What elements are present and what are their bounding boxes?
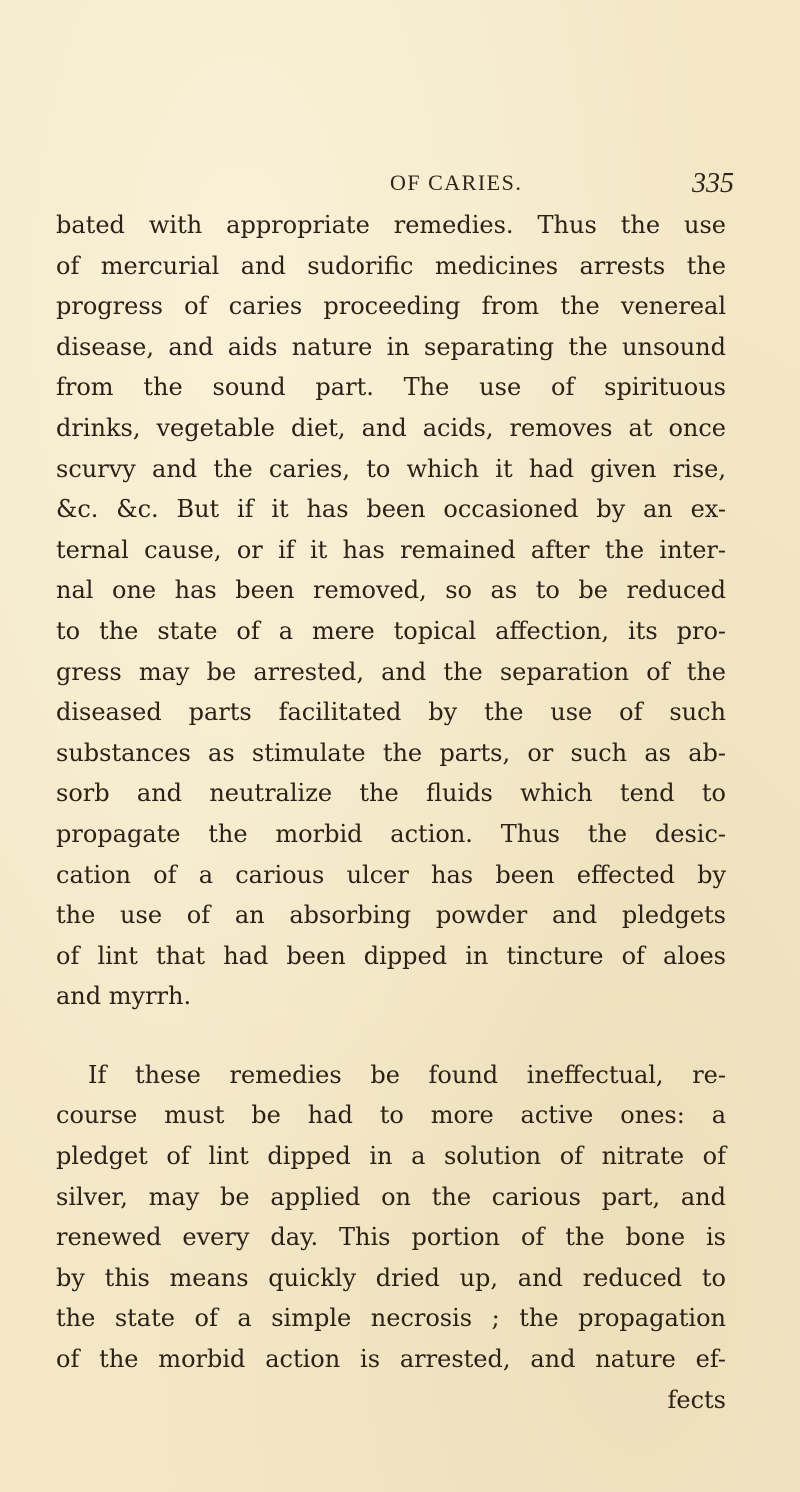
text-line: silver, may be applied on the carious part, and [56,1182,726,1211]
text-line: course must be had to more active ones: a [56,1101,726,1130]
text-line: the state of a simple necrosis ; the propagation [56,1304,726,1333]
paragraph-2 [56,1055,726,1380]
text-line: diseased parts facilitated by the use of such [56,698,726,727]
text-line: scurvy and the caries, to which it had given rise, [56,454,726,483]
paragraph-1 [56,205,726,1017]
text-line: drinks, vegetable diet, and acids, removes at once [56,413,726,442]
text-line: sorb and neutralize the fluids which tend to [56,779,726,808]
catchword: fects [667,1385,726,1414]
text-line: pledget of lint dipped in a solution of nitrate of [56,1142,726,1171]
text-line: renewed every day. This portion of the bone is [56,1223,726,1252]
text-line: substances as stimulate the parts, or such as ab- [56,738,726,767]
text-line: of the morbid action is arrested, and nature ef- [56,1345,726,1374]
text-line: of lint that had been dipped in tincture of aloes [56,941,726,970]
text-line: to the state of a mere topical affection, its pro- [56,616,726,645]
text-line: from the sound part. The use of spirituous [56,373,726,402]
paragraph-gap [56,1017,726,1055]
text-line: gress may be arrested, and the separation of the [56,657,726,686]
text-line: propagate the morbid action. Thus the desic- [56,819,726,848]
text-line: bated with appropriate remedies. Thus the use [56,211,726,239]
text-line: disease, and aids nature in separating the unsound [56,332,726,361]
text-line: nal one has been removed, so as to be reduced [56,576,726,605]
text-line: &c. &c. But if it has been occasioned by an ex- [56,495,726,524]
text-line: progress of caries proceeding from the venereal [56,292,726,321]
running-head: OF CARIES. [390,170,523,195]
text-line: by this means quickly dried up, and reduced to [56,1263,726,1292]
text-line: the use of an absorbing powder and pledgets [56,901,726,930]
text-line: cation of a carious ulcer has been effected by [56,860,726,889]
text-line: and myrrh. [56,982,192,1011]
page-number: 335 [692,168,734,199]
text-line: ternal cause, or if it has remained after the inter- [56,535,726,564]
text-line: of mercurial and sudorific medicines arrests the [56,251,726,280]
text-line: If these remedies be found ineffectual, re- [88,1060,726,1089]
body-text [56,205,726,1420]
